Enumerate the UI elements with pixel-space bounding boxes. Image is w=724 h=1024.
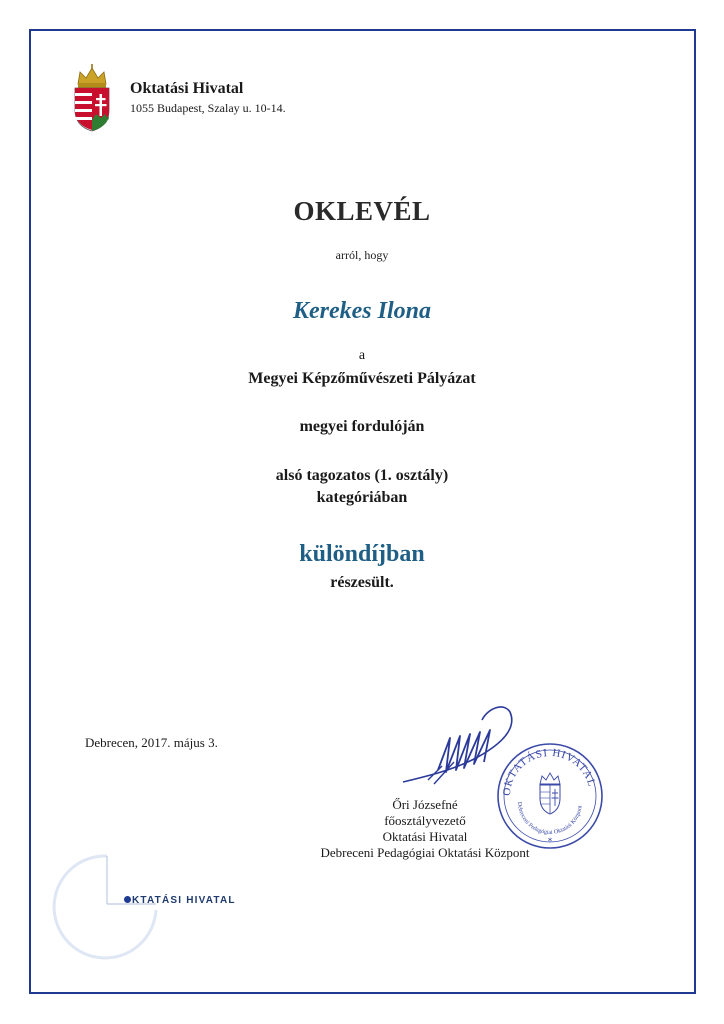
hungarian-coat-of-arms-icon	[70, 64, 114, 132]
svg-text:*: *	[547, 837, 553, 847]
award-suffix: részesült.	[330, 574, 394, 591]
recipient-name: Kerekes Ilona	[293, 298, 431, 324]
category-line-2: kategóriában	[316, 489, 408, 506]
signatory-name: Őri Józsefné	[392, 797, 458, 812]
connector-text: a	[358, 348, 366, 363]
category-line-1: alsó tagozatos (1. osztály)	[275, 467, 449, 484]
signatory-org: Oktatási Hivatal	[382, 829, 468, 844]
stamp-outer-text: OKTATÁSI HIVATAL	[500, 746, 598, 797]
signatory-block	[300, 797, 550, 861]
round-text: megyei fordulóján	[299, 418, 425, 435]
stamp-inner-text: Debreceni Pedagógiai Oktatási Központ	[515, 801, 584, 837]
logo-dot-icon	[124, 896, 131, 903]
oktatasi-hivatal-logo-icon	[52, 852, 162, 962]
intro-text: arról, hogy	[335, 248, 389, 262]
issuer-name: Oktatási Hivatal	[130, 80, 244, 97]
signatory-role: főosztályvezető	[384, 813, 466, 828]
award-text: különdíjban	[299, 541, 425, 567]
issuer-address: 1055 Budapest, Szalay u. 10-14.	[130, 101, 286, 115]
certificate-title: OKLEVÉL	[293, 196, 431, 226]
signatory-unit: Debreceni Pedagógiai Oktatási Központ	[320, 845, 530, 860]
place-date: Debrecen, 2017. május 3.	[85, 735, 218, 750]
competition-name: Megyei Képzőművészeti Pályázat	[248, 370, 476, 387]
footer-logo	[124, 895, 236, 906]
footer-logo-text: KTATÁSI HIVATAL	[132, 895, 236, 906]
